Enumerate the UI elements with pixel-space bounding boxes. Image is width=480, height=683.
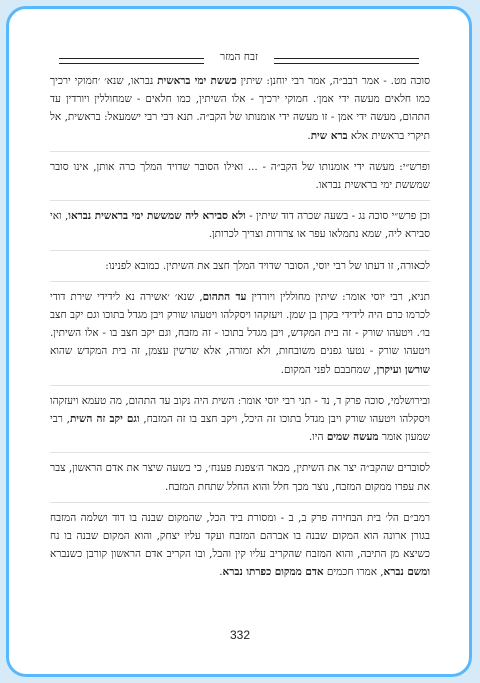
text-run: וכן פרש״י סוכה נג - בשעה שכרה דוד שיתין -	[245, 210, 430, 223]
page-body	[50, 72, 430, 588]
paragraph-separator	[50, 385, 430, 386]
paragraph-separator	[50, 281, 430, 282]
text-run: לכאורה, זו דעתו של רבי יוסי, הסובר שדויד המלך חצב את השיתין. כמובא לפנינו:	[105, 259, 430, 272]
header-rule-right	[274, 58, 419, 64]
bold-phrase: ברא שית	[310, 129, 348, 142]
header-title: זבח המזר	[220, 51, 258, 63]
bold-phrase: וגם יקב זה השית	[69, 413, 140, 426]
page-number: 332	[229, 628, 251, 642]
bold-phrase: אדם ממקום כפרתו נברא	[222, 566, 324, 579]
bold-phrase: שורשן ועיקרן	[376, 363, 430, 376]
paragraph	[50, 207, 430, 243]
text-run: ובירושלמי, סוכה פרק ד, נד - תני רבי יוסי אומר: השית היה נקוב עד התהום, מה טעמא ויעזקהו ויסקלהו ויטעהו שורק ויבן מגדל בתוכו זה היכל, ויקב חצב בו זה המזבח,	[50, 394, 430, 426]
paragraph	[50, 257, 430, 275]
bold-phrase: ולא סבירא ליה שמששת ימי בראשית נבראו	[68, 210, 246, 223]
text-run: , ואי סבירא ליה, שמא נתמלאו עפר או צרורות וצריך לכרותן.	[50, 210, 430, 241]
bold-phrase: מעשה שמים	[326, 431, 379, 444]
text-run: היו.	[308, 431, 327, 444]
paragraph	[50, 392, 430, 447]
paragraph-separator	[50, 502, 430, 503]
paragraph-separator	[50, 151, 430, 152]
text-run: לסוברים שהקב״ה יצר את השיתין, מבאר ה׳צפנת פענח׳, כי בשעה שיצר את אדם הראשון, צבר את עפרו ממקום המזבח, נוצר מכך חלל והוא החלל שתחת המזבח.	[50, 462, 430, 493]
text-run: נבראו, שנא׳ ׳חמוקי ירכיך כמו חלאים מעשה ידי אמן׳. חמוקי ירכיך - אלו השיתין, כמו חלאים - שמחוללין ויורדין עד התהום, מעשה ידי אמן - זו מעשה ידי אומנותו של הקב״ה. תנא דבי רבי ישמעאל: בראשית, אל תיקרי בראשית אלא	[50, 75, 430, 142]
paragraph	[50, 459, 430, 495]
bold-phrase: כששת ימי בראשית	[157, 75, 237, 87]
paragraph	[50, 72, 430, 145]
text-run: , אמרו חכמים	[323, 566, 384, 579]
text-run: , רבי שמעון אומר	[50, 413, 430, 444]
text-run: , שנא׳ ׳אשירה נא לידידי שירת דודי לכרמו כרם היה לידידי בקרן בן שמן. ויעזקהו ויסקלהו ויטעהו שורק ויבן מגדל בתוכו וגם יקב חצב בו׳. ויטעהו שורק - זה בית המקדש, ויבן מגדל בתוכו - זה מזבח, וגם יקב חצב בו - אלו השיתין. ויטעהו שורק - נטעו גפנים משובחות, ולא זמורה, אלא שרשין עצמן, זה בית המקדש שהוא	[50, 290, 430, 358]
paragraph-separator	[50, 200, 430, 201]
paragraph	[50, 288, 430, 379]
text-run: .	[219, 566, 223, 579]
bold-phrase: ומשם נברא	[383, 566, 430, 579]
text-run: .	[307, 129, 311, 142]
text-run: רמב״ם הל׳ בית הבחירה פרק ב, ב - ומסורת ביד הכל, שהמקום שבנה בו דוד ושלמה המזבח בגורן ארונה הוא המקום שבנה בו אברהם המזבח ועקד עליו יצחק, והוא המקום שבנה בו נח כשיצא מן התיבה, והוא המזבח שהקריב עליו קין והבל, ובו הקריב אדם הראשון קורבן כשנברא	[50, 511, 430, 561]
paragraph-separator	[50, 250, 430, 251]
text-run: , שמחבבם לפני המקום.	[280, 363, 377, 376]
text-run: ופרש״י: מעשה ידי אומנותו של הקב״ה - ... ואילו הסובר שדויד המלך כרה אותן, אינו סובר שמששת ימי בראשית נבראו.	[50, 160, 430, 192]
paragraph-separator	[50, 452, 430, 453]
paragraph	[50, 509, 430, 582]
text-run: תניא, רבי יוסי אומר: שיתין מחוללין ויורדין	[246, 290, 430, 303]
text-run: סוכה מט. - אמר רבב״ה, אמר רבי יוחנן: שיתין	[236, 75, 430, 87]
running-header	[59, 49, 419, 71]
paragraph	[50, 158, 430, 194]
bold-phrase: עד התהום	[202, 290, 247, 303]
